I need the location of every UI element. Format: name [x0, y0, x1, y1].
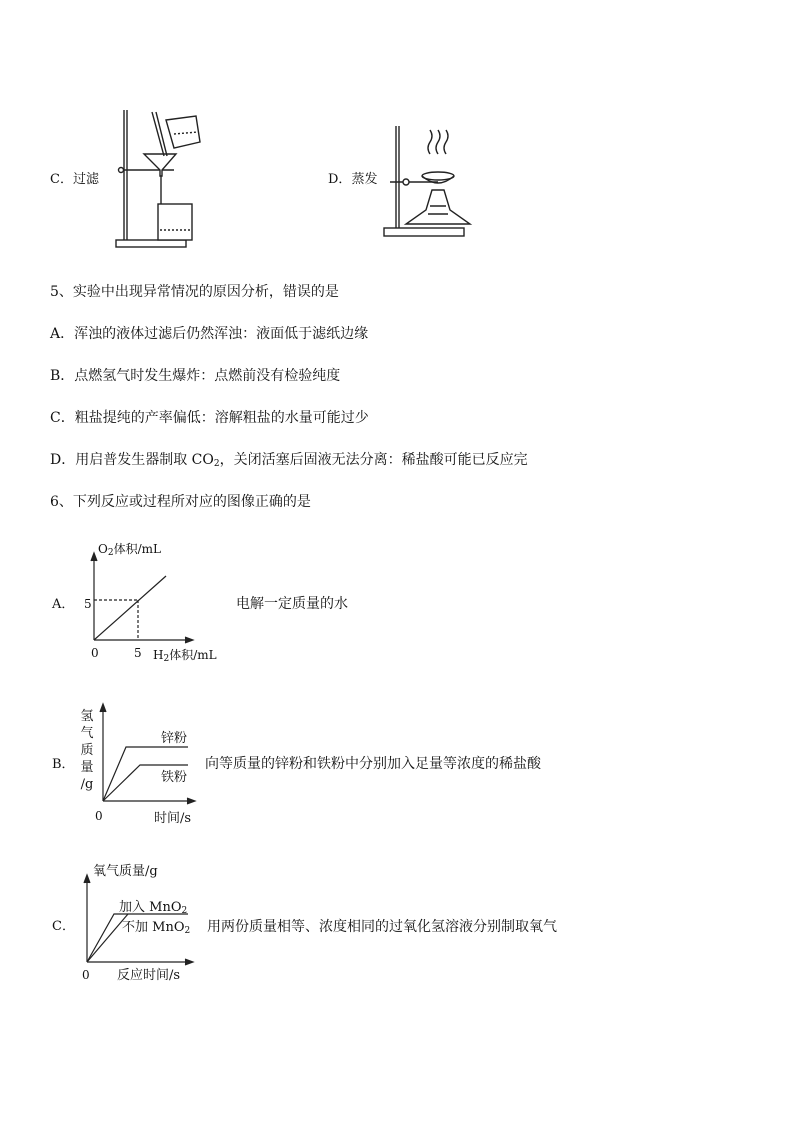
q5-option-a: A．浑浊的液体过滤后仍然浑浊：液面低于滤纸边缘 — [50, 326, 369, 342]
chart-b-ylabel-char-4: 量 — [80, 760, 94, 775]
chart-b-series-iron-label: 铁粉 — [161, 770, 188, 785]
q4-option-c-text: 过滤 — [72, 172, 99, 187]
chart-c-xlabel: 反应时间/s — [117, 968, 181, 983]
chart-a-xlabel-unit: 体积/mL — [169, 648, 217, 662]
q4-option-c-letter: C． — [50, 172, 73, 187]
filtration-apparatus-figure — [112, 106, 212, 251]
chart-a-xtick: 5 — [134, 646, 142, 660]
chart-a-xlabel-main: H — [153, 648, 164, 662]
chart-a-xlabel — [153, 648, 217, 666]
chart-a-xlabel-subscript: 2 — [163, 654, 170, 664]
chart-a-ylabel-unit: 体积/mL — [113, 542, 161, 556]
q5-option-b: B．点燃氢气时发生爆炸：点燃前没有检验纯度 — [50, 368, 341, 384]
q6-option-c-letter: C． — [52, 919, 75, 934]
chart-c — [84, 874, 194, 964]
chart-c-x-arrow — [185, 959, 193, 965]
chart-a-ylabel-subscript: 2 — [107, 548, 114, 558]
q6-option-b-letter: B． — [52, 757, 75, 772]
chart-a-ylabel-main: O — [98, 542, 108, 556]
q6-option-a-desc: 电解一定质量的水 — [236, 596, 348, 612]
chart-c-series-with-label-main: 加入 MnO — [119, 900, 182, 915]
q5-stem: 5、实验中出现异常情况的原因分析，错误的是 — [50, 284, 339, 300]
chart-c-series-with-label-subscript: 2 — [181, 906, 188, 916]
chart-b-ylabel-char-3: 质 — [80, 743, 94, 758]
chart-b-ylabel-char-5: /g — [80, 777, 94, 792]
chart-b-ylabel-char-2: 气 — [80, 726, 94, 741]
chart-c-series-without-label-main: 不加 MnO — [122, 920, 185, 935]
chart-a-ytick: 5 — [84, 597, 92, 611]
chart-c-origin: 0 — [82, 968, 90, 982]
chart-c-series-with-label — [119, 900, 187, 919]
chart-c-ylabel: 氧气质量/g — [93, 864, 158, 879]
q4-option-c — [50, 172, 99, 188]
chart-b-y-arrow — [100, 704, 106, 712]
evaporation-apparatus-figure — [382, 124, 468, 240]
chart-c-series-without-label — [122, 920, 190, 939]
chart-b-ylabel-char-1: 氢 — [80, 709, 94, 724]
q4-option-d-letter: D． — [328, 172, 352, 187]
q6-option-c-desc: 用两份质量相等、浓度相同的过氧化氢溶液分别制取氧气 — [207, 919, 557, 935]
chart-a-y-arrow — [91, 553, 97, 561]
chart-a-x-arrow — [185, 637, 193, 643]
q6-option-b-desc: 向等质量的锌粉和铁粉中分别加入足量等浓度的稀盐酸 — [205, 756, 541, 772]
q5-option-d-text-2: ，关闭活塞后固液无法分离：稀盐酸可能已反应完 — [219, 452, 528, 468]
chart-b-origin: 0 — [95, 809, 103, 823]
q5-option-c: C．粗盐提纯的产率偏低：溶解粗盐的水量可能过少 — [50, 410, 369, 426]
q6-stem: 6、下列反应或过程所对应的图像正确的是 — [50, 494, 311, 510]
chart-c-y-arrow — [84, 875, 90, 883]
q4-option-d-text: 蒸发 — [351, 172, 378, 187]
chart-b-ylabel — [78, 708, 96, 793]
q5-option-d-subscript: 2 — [213, 459, 220, 469]
chart-c-series-without-label-subscript: 2 — [184, 926, 191, 936]
chart-b — [100, 703, 196, 803]
chart-a — [90, 552, 194, 642]
chart-a-series-line — [94, 576, 166, 640]
q6-option-a-letter: A． — [52, 597, 75, 612]
chart-a-origin: 0 — [91, 646, 99, 660]
chart-b-series-zinc-label: 锌粉 — [161, 731, 188, 746]
q5-option-d — [50, 451, 528, 473]
chart-b-x-arrow — [187, 798, 195, 804]
q4-option-d — [328, 172, 377, 188]
chart-b-xlabel: 时间/s — [154, 811, 192, 826]
q5-option-d-text-1: D．用启普发生器制取 CO — [50, 452, 214, 468]
